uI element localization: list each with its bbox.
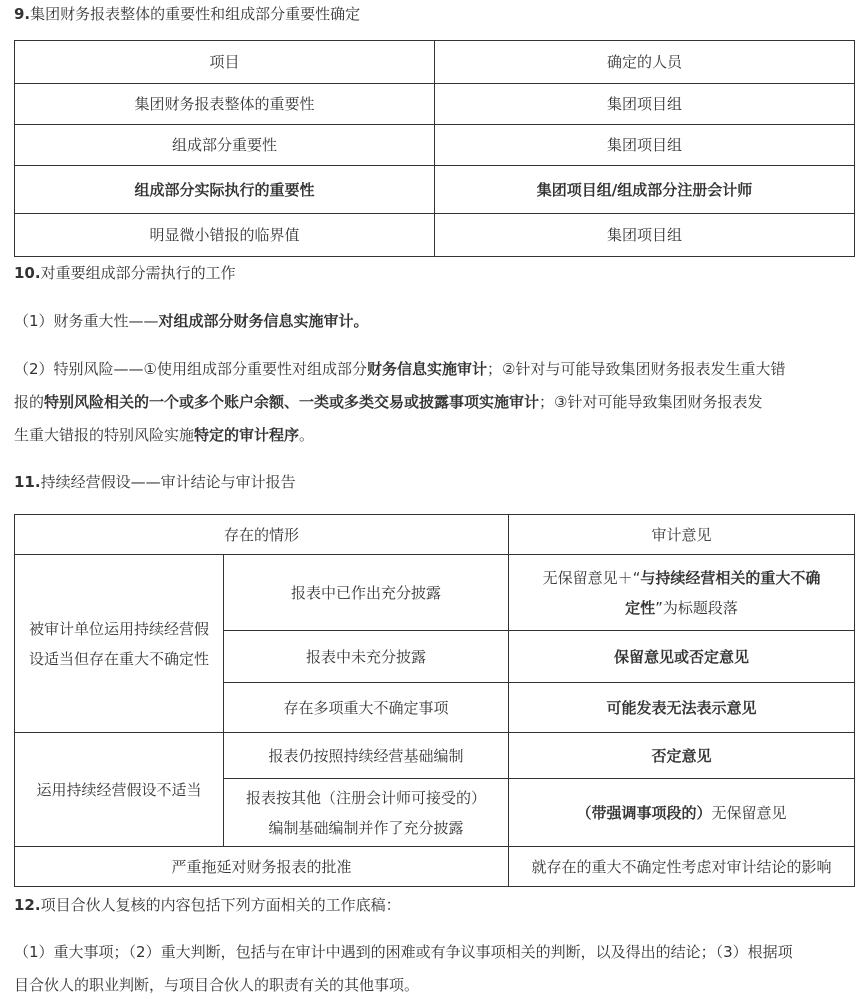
opinion-cell: 否定意见 (509, 733, 855, 779)
section-number: 12. (14, 896, 41, 914)
section-number: 11. (14, 473, 41, 491)
table-row (15, 214, 855, 257)
text: （2）特别风险——①使用组成部分重要性对组成部分 (14, 360, 367, 378)
section-9-heading (14, 4, 360, 24)
case-cell: 存在多项重大不确定事项 (224, 683, 509, 733)
row-personnel: 集团项目组 (435, 84, 855, 125)
section-11-heading (14, 472, 296, 492)
emphasis-text: 财务信息实施审计 (367, 360, 488, 378)
table-row (15, 733, 855, 779)
opinion-cell (509, 555, 855, 631)
header-situation: 存在的情形 (15, 515, 509, 555)
text: 生重大错报的特别风险实施 (14, 426, 195, 444)
case-line: 报表按其他（注册会计师可接受的） (246, 788, 487, 807)
case-cell: 报表中已作出充分披露 (224, 555, 509, 631)
row-personnel: 集团项目组/组成部分注册会计师 (435, 166, 855, 214)
emphasis-text: 对组成部分财务信息实施审计。 (158, 312, 369, 330)
section-title: 持续经营假设——审计结论与审计报告 (40, 473, 296, 491)
row-item: 组成部分重要性 (15, 125, 435, 166)
text: ”为标题段落 (655, 598, 738, 617)
header-personnel: 确定的人员 (435, 41, 855, 84)
section-number: 9. (14, 5, 31, 23)
row-item: 明显微小错报的临界值 (15, 214, 435, 257)
opinion-cell (509, 779, 855, 847)
group-label (15, 555, 224, 733)
text: ；③针对可能导致集团财务报表发 (539, 393, 763, 411)
emphasis-text: （带强调事项段的） (576, 803, 712, 822)
table-row (15, 125, 855, 166)
paragraph-significant-risk (14, 353, 852, 452)
paragraph-partner-review (14, 936, 852, 1002)
text: 无保留意见 (711, 803, 787, 822)
section-title: 对重要组成部分需执行的工作 (40, 264, 236, 282)
materiality-table (14, 40, 855, 257)
case-line: 编制基础编制并作了充分披露 (268, 818, 464, 837)
line (14, 386, 852, 419)
row-item: 组成部分实际执行的重要性 (15, 166, 435, 214)
section-title: 项目合伙人复核的内容包括下列方面相关的工作底稿： (40, 896, 401, 914)
text: 无保留意见＋“ (542, 568, 641, 587)
opinion-cell: 就存在的重大不确定性考虑对审计结论的影响 (509, 847, 855, 887)
case-cell: 报表中未充分披露 (224, 631, 509, 683)
emphasis-text: 特定的审计程序 (194, 426, 300, 444)
table-row (15, 555, 855, 631)
group-label: 运用持续经营假设不适当 (15, 733, 224, 847)
header-item: 项目 (15, 41, 435, 84)
emphasis-text: 与持续经营相关的重大不确 (640, 568, 821, 587)
section-10-heading (14, 263, 236, 283)
line: 目合伙人的职业判断，与项目合伙人的职责有关的其他事项。 (14, 976, 420, 994)
opinion-cell: 可能发表无法表示意见 (509, 683, 855, 733)
text: 。 (299, 426, 315, 444)
text: ；②针对与可能导致集团财务报表发生重大错 (487, 360, 786, 378)
header-opinion: 审计意见 (509, 515, 855, 555)
row-personnel: 集团项目组 (435, 125, 855, 166)
going-concern-table (14, 514, 855, 887)
opinion-cell: 保留意见或否定意见 (509, 631, 855, 683)
table-row (15, 166, 855, 214)
table-row (15, 847, 855, 887)
section-12-heading (14, 895, 401, 915)
case-cell: 报表仍按照持续经营基础编制 (224, 733, 509, 779)
emphasis-text: 特别风险相关的一个或多个账户余额、一类或多类交易或披露事项实施审计 (44, 393, 540, 411)
line: （1）重大事项；（2）重大判断，包括与在审计中遇到的困难或有争议事项相关的判断，以及得出的结论；（3）根据项 (14, 943, 793, 961)
table-row (15, 84, 855, 125)
label-line: 被审计单位运用持续经营假 (28, 619, 209, 638)
row-item: 集团财务报表整体的重要性 (15, 84, 435, 125)
line (14, 353, 852, 386)
text: 报的 (14, 393, 45, 411)
table-header-row (15, 41, 855, 84)
section-title: 集团财务报表整体的重要性和组成部分重要性确定 (30, 5, 361, 23)
line (14, 419, 852, 452)
text: （1）财务重大性—— (14, 312, 159, 330)
paragraph-financial-significance (14, 305, 852, 338)
table-header-row (15, 515, 855, 555)
section-number: 10. (14, 264, 41, 282)
emphasis-text: 定性 (625, 598, 656, 617)
case-cell (224, 779, 509, 847)
case-cell: 严重拖延对财务报表的批准 (15, 847, 509, 887)
label-line: 设适当但存在重大不确定性 (28, 649, 209, 668)
row-personnel: 集团项目组 (435, 214, 855, 257)
